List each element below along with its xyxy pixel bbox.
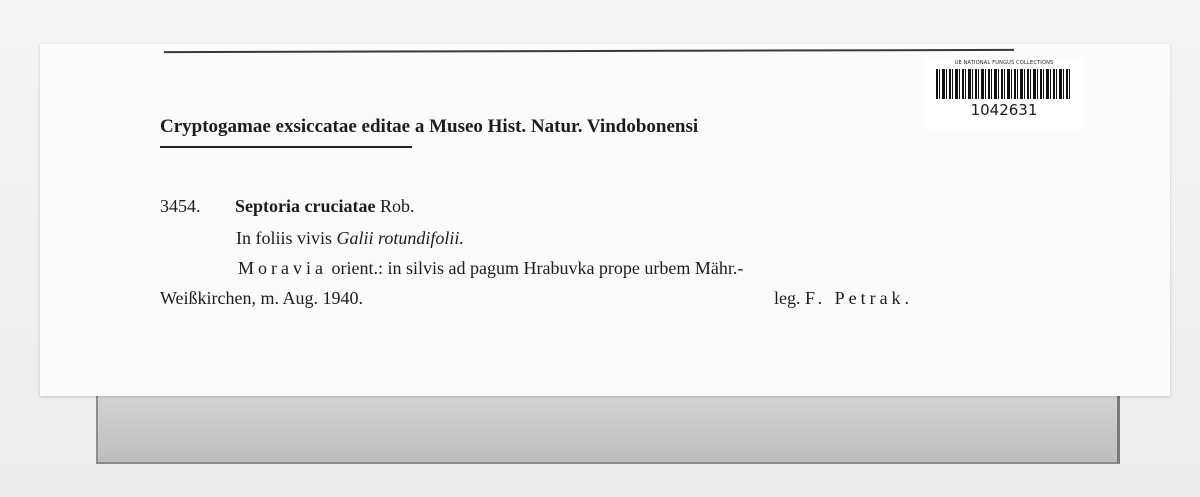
- locality-line-2: Weißkirchen, m. Aug. 1940.: [160, 288, 364, 308]
- locality-region: Moravia: [238, 258, 327, 278]
- label-top-rule: [164, 49, 1014, 53]
- species-author: Rob.: [379, 196, 415, 216]
- host-prefix: In foliis vivis: [236, 228, 333, 248]
- herbarium-label: [40, 44, 1170, 396]
- specimen-packet-edge: [96, 386, 1120, 464]
- host-line: [236, 228, 464, 249]
- barcode-label: [924, 57, 1084, 129]
- barcode-caption: UE NATIONAL FUNGUS COLLECTIONS: [954, 60, 1054, 66]
- collector-name: F. Petrak.: [805, 288, 914, 308]
- barcode-bars: [936, 69, 1072, 99]
- series-title: Cryptogamae exsiccatae editae a Museo Hist. Natur. Vindobonensi: [160, 116, 699, 137]
- collector-line: [774, 288, 913, 309]
- barcode-number: 1042631: [970, 101, 1038, 119]
- host-name: Galii rotundifolii.: [336, 228, 464, 248]
- species-name: Septoria cruciatae: [235, 196, 376, 216]
- collector-prefix: leg.: [774, 288, 801, 308]
- locality-line-1: [238, 258, 743, 279]
- series-title-underline: [160, 146, 412, 148]
- entry-number: 3454.: [160, 196, 201, 216]
- locality-text: orient.: in silvis ad pagum Hrabuvka prope urbem Mähr.-: [331, 258, 744, 278]
- species-line: [235, 196, 414, 217]
